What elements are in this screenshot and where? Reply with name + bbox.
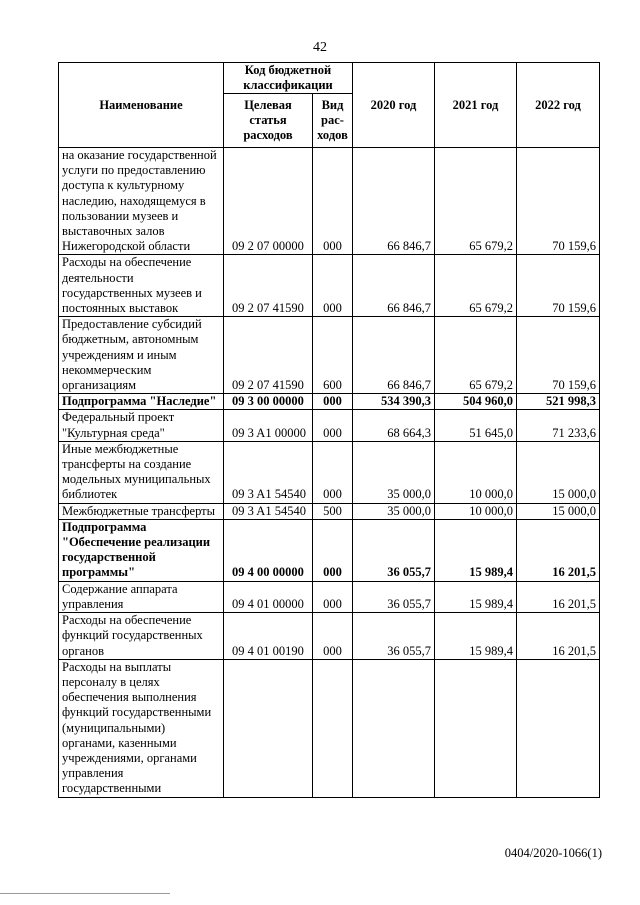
row-2022-cell: 16 201,5 [517,613,600,660]
row-vid-cell: 000 [313,441,353,503]
row-2020-cell: 534 390,3 [353,394,435,410]
row-2021-cell: 65 679,2 [435,148,517,255]
row-2022-cell: 70 159,6 [517,148,600,255]
row-vid-cell: 000 [313,148,353,255]
row-name-cell: Расходы на обеспечение деятельности государственных музеев и постоянных выставок [59,255,224,317]
row-name-cell: Содержание аппарата управления [59,581,224,612]
row-2020-cell: 36 055,7 [353,613,435,660]
row-name-cell: Межбюджетные трансферты [59,503,224,519]
row-vid-cell: 000 [313,410,353,441]
row-2020-cell: 66 846,7 [353,317,435,394]
row-2021-cell: 15 989,4 [435,519,517,581]
row-vid-cell: 000 [313,613,353,660]
table-row [59,148,600,255]
row-2020-cell: 68 664,3 [353,410,435,441]
row-vid-cell: 000 [313,519,353,581]
row-2020-cell: 66 846,7 [353,148,435,255]
row-2020-cell: 66 846,7 [353,255,435,317]
row-code-cell: 09 2 07 41590 [224,317,313,394]
row-2022-cell: 70 159,6 [517,255,600,317]
table-row [59,519,600,581]
row-2022-cell: 15 000,0 [517,503,600,519]
header-target: Целевая статья расходов [224,94,313,148]
row-name-cell: Федеральный проект "Культурная среда" [59,410,224,441]
row-2022-cell [517,659,600,797]
table-row [59,410,600,441]
row-2021-cell: 504 960,0 [435,394,517,410]
row-2022-cell: 521 998,3 [517,394,600,410]
row-2021-cell: 15 989,4 [435,613,517,660]
row-name-cell: Подпрограмма "Наследие" [59,394,224,410]
row-code-cell [224,659,313,797]
row-vid-cell: 600 [313,317,353,394]
row-code-cell: 09 4 01 00000 [224,581,313,612]
table-row [59,255,600,317]
table-row [59,613,600,660]
table-row [59,581,600,612]
row-code-cell: 09 2 07 41590 [224,255,313,317]
row-name-cell: Предоставление субсидий бюджетным, автономным учреждениям и иным некоммерческим организациям [59,317,224,394]
row-code-cell: 09 3 A1 00000 [224,410,313,441]
header-vid: Вид рас- ходов [313,94,353,148]
row-name-cell: Расходы на обеспечение функций государственных органов [59,613,224,660]
row-2021-cell: 65 679,2 [435,255,517,317]
header-name: Наименование [59,63,224,148]
row-vid-cell: 000 [313,394,353,410]
row-2022-cell: 15 000,0 [517,441,600,503]
table-row [59,503,600,519]
header-2020: 2020 год [353,63,435,148]
row-2021-cell: 65 679,2 [435,317,517,394]
row-name-cell: Подпрограмма "Обеспечение реализации государственной программы" [59,519,224,581]
row-2022-cell: 71 233,6 [517,410,600,441]
row-vid-cell [313,659,353,797]
row-code-cell: 09 3 A1 54540 [224,441,313,503]
row-code-cell: 09 3 A1 54540 [224,503,313,519]
page-number: 42 [313,40,327,55]
row-name-cell: на оказание государственной услуги по предоставлению доступа к культурному наследию, находящемуся в пользовании музеев и выставочных залов Нижегородской области [59,148,224,255]
table-row [59,394,600,410]
header-code-group: Код бюджетной классификации [224,63,353,94]
row-vid-cell: 500 [313,503,353,519]
row-2022-cell: 16 201,5 [517,519,600,581]
row-2020-cell: 36 055,7 [353,519,435,581]
budget-table [58,62,600,798]
row-2022-cell: 70 159,6 [517,317,600,394]
row-2021-cell [435,659,517,797]
table-body [59,148,600,798]
row-2021-cell: 10 000,0 [435,441,517,503]
row-vid-cell: 000 [313,581,353,612]
row-code-cell: 09 2 07 00000 [224,148,313,255]
row-2020-cell [353,659,435,797]
row-2021-cell: 10 000,0 [435,503,517,519]
document-id: 0404/2020-1066(1) [504,846,602,860]
row-2020-cell: 35 000,0 [353,441,435,503]
row-vid-cell: 000 [313,255,353,317]
table-row [59,441,600,503]
header-2022: 2022 год [517,63,600,148]
header-2021: 2021 год [435,63,517,148]
table-row [59,659,600,797]
row-2021-cell: 15 989,4 [435,581,517,612]
row-2020-cell: 35 000,0 [353,503,435,519]
row-code-cell: 09 4 01 00190 [224,613,313,660]
row-code-cell: 09 3 00 00000 [224,394,313,410]
row-2021-cell: 51 645,0 [435,410,517,441]
row-code-cell: 09 4 00 00000 [224,519,313,581]
footer-divider [0,893,170,894]
row-2022-cell: 16 201,5 [517,581,600,612]
row-2020-cell: 36 055,7 [353,581,435,612]
table-row [59,317,600,394]
row-name-cell: Расходы на выплаты персоналу в целях обеспечения выполнения функций государственными (муниципальными) органами, казенными учреждениями, органами управления государственными [59,659,224,797]
row-name-cell: Иные межбюджетные трансферты на создание модельных муниципальных библиотек [59,441,224,503]
